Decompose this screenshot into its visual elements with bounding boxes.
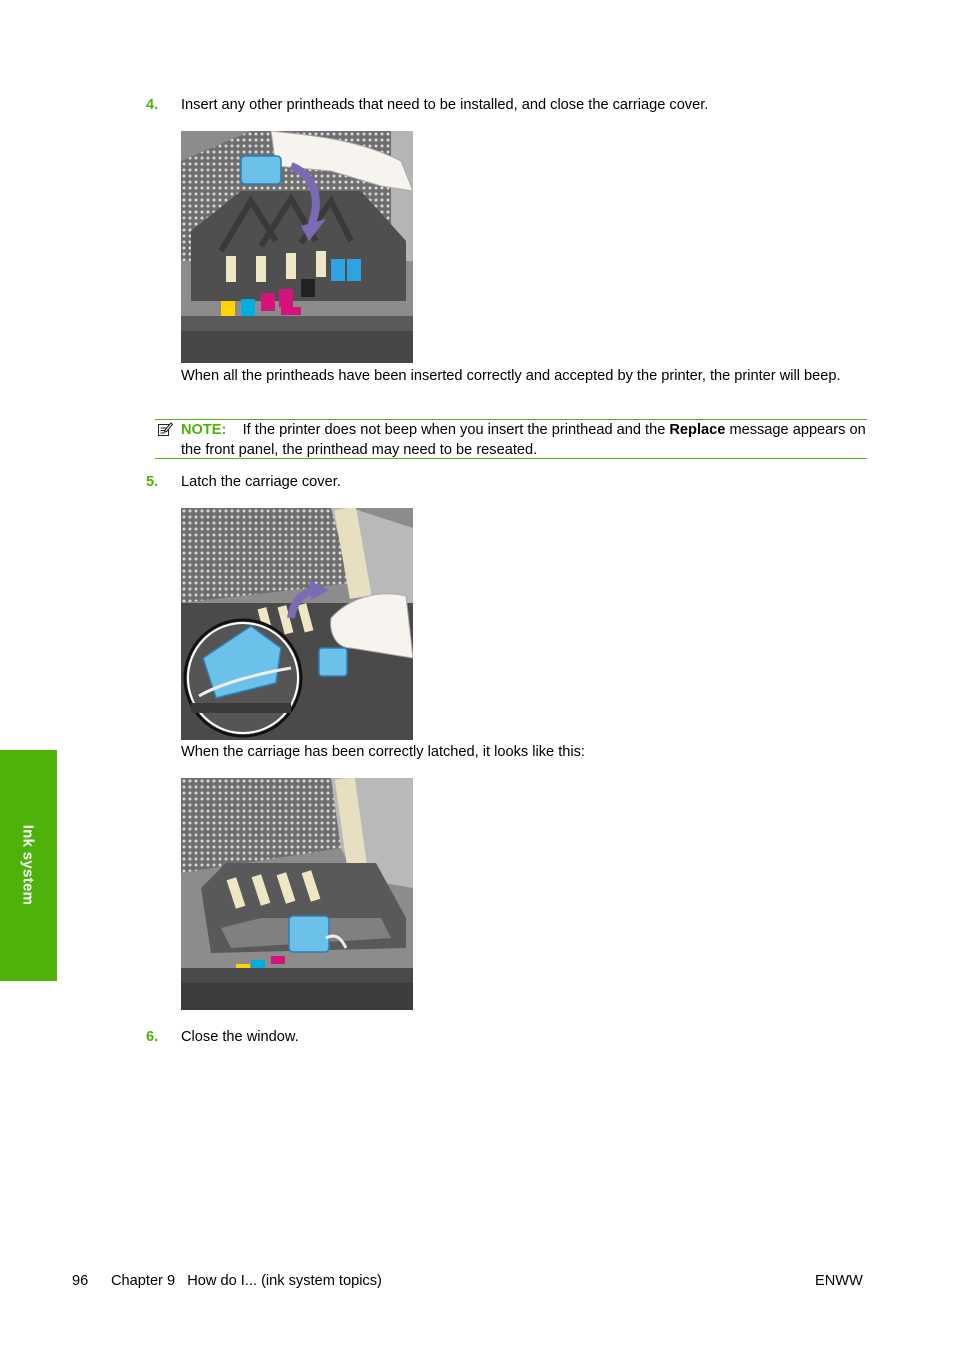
step-5-text: Latch the carriage cover. [181, 474, 341, 490]
note-icon [157, 421, 173, 437]
note-bottom-rule [155, 458, 867, 459]
step-5-number: 5. [146, 474, 159, 490]
latched-paragraph: When the carriage has been correctly latched, it looks like this: [181, 744, 585, 760]
figure-latch-carriage-cover [181, 508, 413, 740]
step-4-number: 4. [146, 97, 159, 113]
step-4-text: Insert any other printheads that need to be installed, and close the carriage cover. [181, 97, 709, 113]
note-text-after: message appears on the front panel, the printhead may need to be reseated. [181, 422, 866, 458]
side-tab-label: Ink system [19, 824, 37, 906]
note-text-before: If the printer does not beep when you insert the printhead and the [242, 422, 666, 438]
note-label: NOTE: [181, 422, 227, 438]
step-6-text: Close the window. [181, 1029, 299, 1045]
footer-locale: ENWW [815, 1273, 863, 1289]
note-bold-word: Replace [669, 422, 726, 438]
footer-page-number: 96 [72, 1273, 89, 1289]
figure-close-carriage-cover [181, 131, 413, 363]
beep-paragraph: When all the printheads have been inserted correctly and accepted by the printer, the printer will beep. [181, 368, 841, 384]
footer-chapter: Chapter 9 How do I... (ink system topics) [111, 1273, 382, 1289]
figure-carriage-latched [181, 778, 413, 1010]
step-6-number: 6. [146, 1029, 159, 1045]
note-text [181, 420, 867, 460]
